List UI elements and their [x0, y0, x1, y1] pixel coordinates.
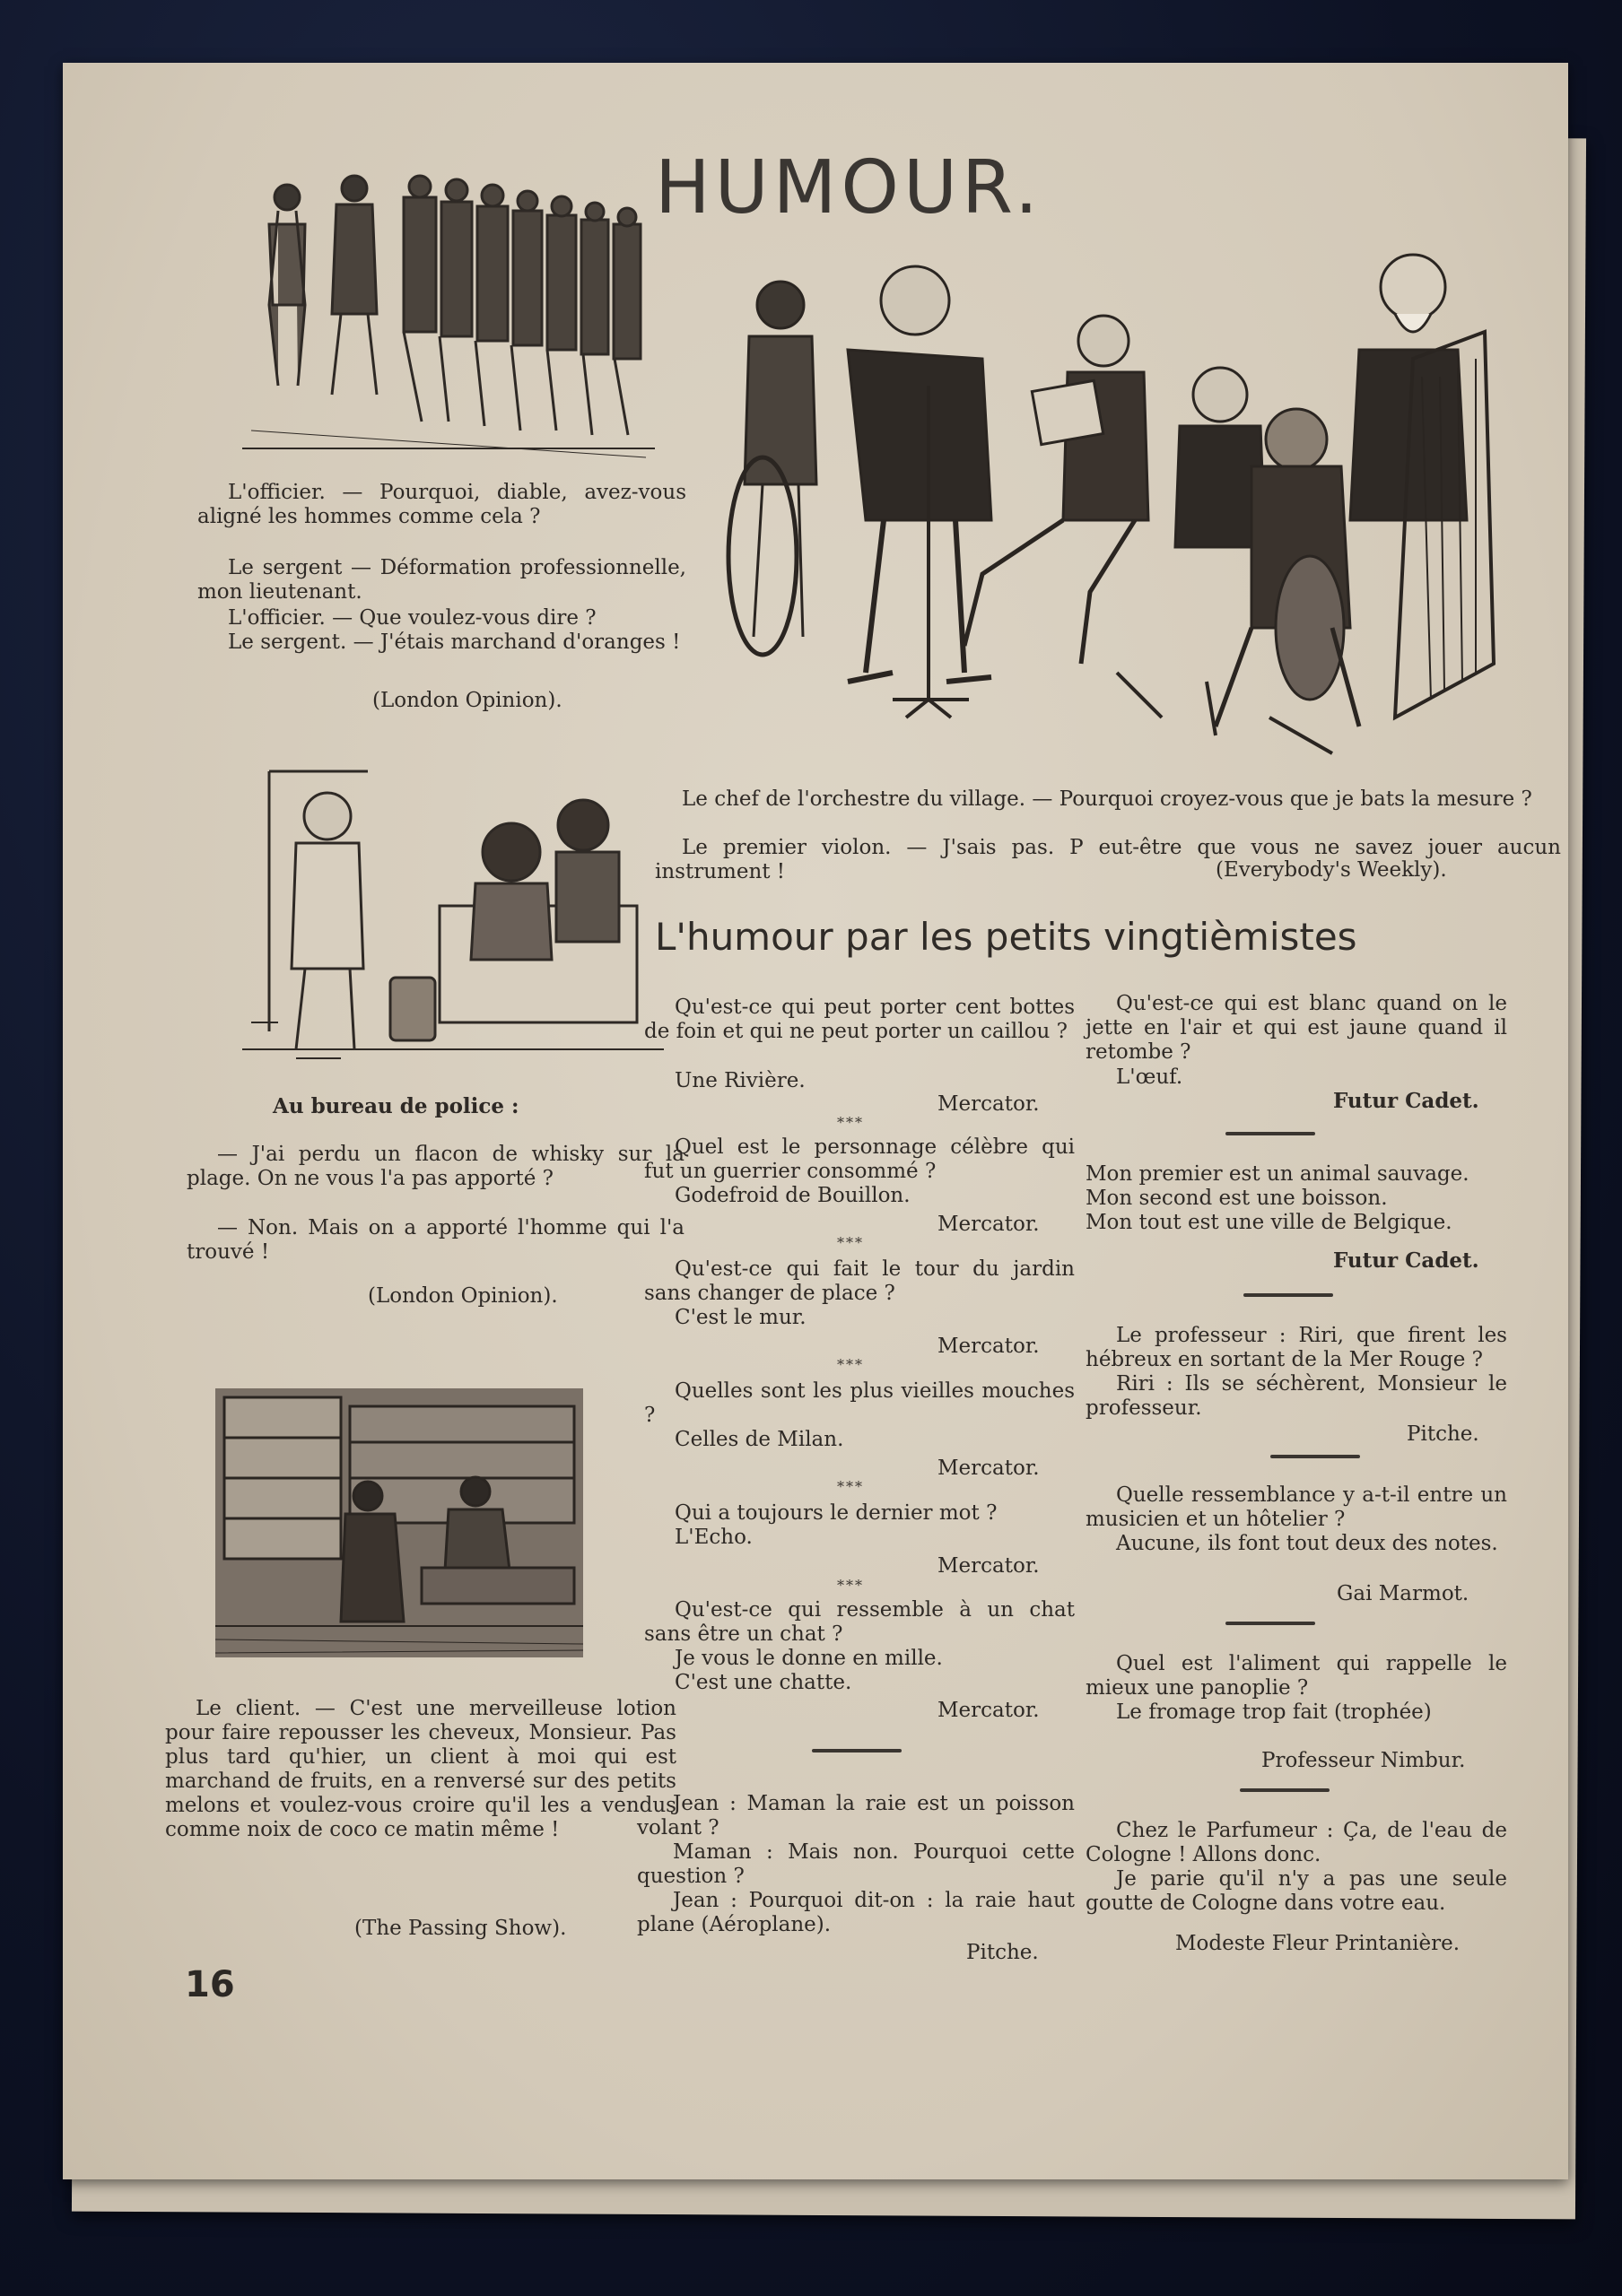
- col2-item3-sig: Pitche.: [1407, 1422, 1479, 1446]
- separator-swash: [1243, 1293, 1333, 1297]
- section-title: L'humour par les petits vingtièmistes: [655, 915, 1357, 959]
- col2-item4-line2: Aucune, ils font tout deux des notes.: [1116, 1532, 1498, 1555]
- col2-item4-line1: Quelle ressemblance y a-t-il entre un musicien et un hôtelier ?: [1086, 1483, 1507, 1531]
- page-title: HUMOUR.: [655, 145, 1043, 230]
- asterism-ornament: ***: [837, 1234, 864, 1251]
- col2-item1-line1: Qu'est-ce qui est blanc quand on le jette en l'air et qui est jaune quand il retombe ?: [1086, 992, 1507, 1064]
- asterism-ornament: ***: [837, 1114, 864, 1131]
- col1-item6-line3: C'est une chatte.: [675, 1671, 852, 1694]
- separator-swash: [1225, 1622, 1315, 1625]
- col2-item2-sig: Futur Cadet.: [1333, 1248, 1479, 1273]
- col1-item7-line2: Maman : Mais non. Pourquoi cette question ?: [637, 1840, 1075, 1888]
- police-heading: Au bureau de police :: [273, 1094, 519, 1118]
- col2-item1-sig: Futur Cadet.: [1333, 1089, 1479, 1113]
- officier-line-2: Le sergent — Déformation professionnelle, mon lieutenant.: [197, 556, 686, 604]
- officier-line-4: Le sergent. — J'étais marchand d'oranges !: [228, 631, 681, 654]
- col1-item5-sig: Mercator.: [937, 1554, 1040, 1578]
- police-illustration: [242, 762, 664, 1067]
- officier-line-3: L'officier. — Que voulez-vous dire ?: [228, 606, 597, 630]
- col2-item5-line2: Le fromage trop fait (trophée): [1116, 1700, 1432, 1724]
- col1-item5-line1: Qui a toujours le dernier mot ?: [675, 1501, 998, 1525]
- col2-item2-line3: Mon tout est une ville de Belgique.: [1086, 1211, 1452, 1234]
- separator-swash: [1225, 1132, 1315, 1135]
- magazine-page: [63, 63, 1568, 2179]
- col2-item3-line1: Le professeur : Riri, que firent les hébreux en sortant de la Mer Rouge ?: [1086, 1324, 1507, 1371]
- col2-item5-line1: Quel est l'aliment qui rappelle le mieux une panoplie ?: [1086, 1652, 1507, 1700]
- col2-item6-line2: Je parie qu'il n'y a pas une seule goutte de Cologne dans votre eau.: [1086, 1867, 1507, 1915]
- col2-item3-line2: Riri : Ils se séchèrent, Monsieur le professeur.: [1086, 1372, 1507, 1420]
- col1-item2-line2: Godefroid de Bouillon.: [675, 1184, 911, 1207]
- officier-line-1: L'officier. — Pourquoi, diable, avez-vous aligné les hommes comme cela ?: [197, 481, 686, 528]
- client-text: Le client. — C'est une merveilleuse lotion pour faire repousser les cheveux, Monsieur. Pas plus tard qu'hier, un client à moi qui est marchand de fruits, en a renversé sur des petits melons et voulez-vous croire qu'il les a vendus comme noix de coco ce matin même !: [165, 1697, 676, 1841]
- col2-item6-line1: Chez le Parfumeur : Ça, de l'eau de Cologne ! Allons donc.: [1086, 1819, 1507, 1866]
- page-number: 16: [185, 1964, 235, 2005]
- col1-item3-sig: Mercator.: [937, 1335, 1040, 1358]
- police-line-1: — J'ai perdu un flacon de whisky sur la plage. On ne vous l'a pas apporté ?: [187, 1143, 685, 1190]
- client-source: (The Passing Show).: [354, 1917, 567, 1940]
- orchestra-illustration: [713, 251, 1503, 789]
- col1-item2-sig: Mercator.: [937, 1213, 1040, 1236]
- col1-item5-line2: L'Echo.: [675, 1526, 753, 1549]
- col1-item4-line2: Celles de Milan.: [675, 1428, 844, 1451]
- col2-item2-line1: Mon premier est un animal sauvage.: [1086, 1162, 1469, 1186]
- col1-item1-line2: Une Rivière.: [675, 1069, 806, 1092]
- separator-swash: [1270, 1455, 1360, 1458]
- police-line-2: — Non. Mais on a apporté l'homme qui l'a trouvé !: [187, 1216, 685, 1264]
- asterism-ornament: ***: [837, 1356, 864, 1373]
- orchestre-line-2: Le premier violon. — J'sais pas. P eut-être que vous ne savez jouer aucun instrument !: [655, 836, 1561, 883]
- col1-item1-line1: Qu'est-ce qui peut porter cent bottes de foin et qui ne peut porter un caillou ?: [644, 996, 1075, 1043]
- col1-item6-sig: Mercator.: [937, 1699, 1040, 1722]
- soldiers-illustration: [233, 161, 664, 484]
- col1-item7-line1: Jean : Maman la raie est un poisson volant ?: [637, 1792, 1075, 1839]
- col1-item7-line3: Jean : Pourquoi dit-on : la raie haut plane (Aéroplane).: [637, 1889, 1075, 1936]
- separator-swash: [812, 1749, 902, 1752]
- col2-item1-line2: L'œuf.: [1116, 1065, 1183, 1089]
- col2-item2-line2: Mon second est une boisson.: [1086, 1187, 1388, 1210]
- col2-item6-sig: Modeste Fleur Printanière.: [1175, 1932, 1461, 1955]
- asterism-ornament: ***: [837, 1478, 864, 1495]
- col1-item1-sig: Mercator.: [937, 1092, 1040, 1116]
- separator-swash: [1240, 1788, 1330, 1792]
- col1-item6-line2: Je vous le donne en mille.: [675, 1647, 943, 1670]
- col1-item2-line1: Quel est le personnage célèbre qui fut un guerrier consommé ?: [644, 1135, 1075, 1183]
- col2-item5-sig: Professeur Nimbur.: [1261, 1749, 1466, 1772]
- officier-source: (London Opinion).: [372, 689, 562, 712]
- col2-item4-sig: Gai Marmot.: [1337, 1582, 1469, 1605]
- orchestre-line-1: Le chef de l'orchestre du village. — Pourquoi croyez-vous que je bats la mesure ?: [682, 787, 1532, 811]
- col1-item4-sig: Mercator.: [937, 1457, 1040, 1480]
- police-source: (London Opinion).: [368, 1284, 558, 1308]
- orchestre-source: (Everybody's Weekly).: [1216, 858, 1447, 882]
- col1-item3-line2: C'est le mur.: [675, 1306, 807, 1329]
- col1-item4-line1: Quelles sont les plus vieilles mouches ?: [644, 1379, 1075, 1427]
- col1-item3-line1: Qu'est-ce qui fait le tour du jardin sans changer de place ?: [644, 1257, 1075, 1305]
- shop-illustration: [215, 1388, 583, 1657]
- asterism-ornament: ***: [837, 1577, 864, 1594]
- col1-item6-line1: Qu'est-ce qui ressemble à un chat sans être un chat ?: [644, 1598, 1075, 1646]
- col1-item7-sig: Pitche.: [966, 1941, 1039, 1964]
